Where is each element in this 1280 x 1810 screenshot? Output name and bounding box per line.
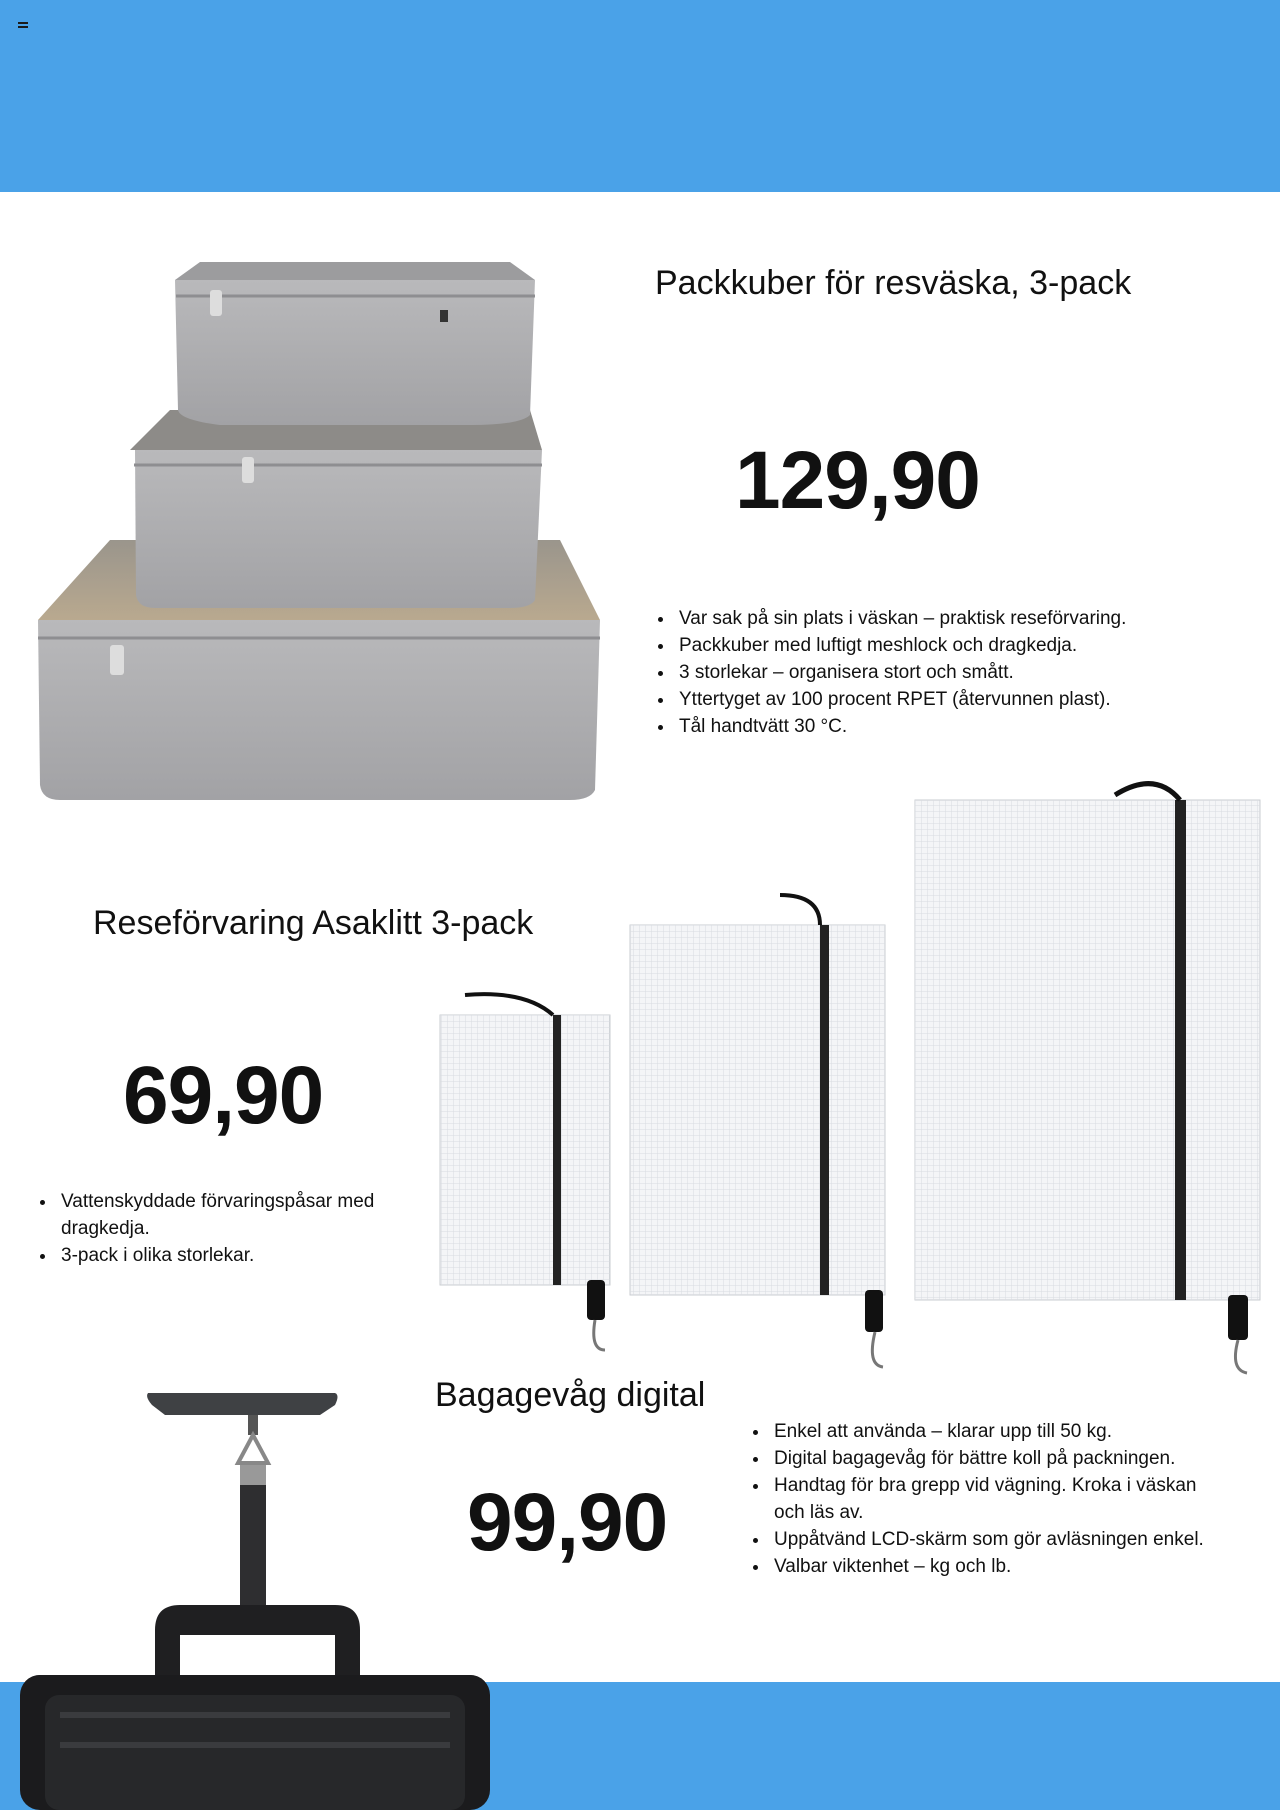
feature-item: • 3 storlekar – organisera stort och smått.	[675, 659, 1235, 686]
product-title: Reseförvaring Asaklitt 3-pack	[93, 904, 534, 942]
feature-list	[653, 605, 1235, 740]
menu-icon[interactable]	[18, 22, 28, 28]
feature-item: • Handtag för bra grepp vid vägning. Kroka i väskan och läs av.	[770, 1472, 1210, 1526]
feature-list	[35, 1188, 447, 1269]
product-price: 99,90	[467, 1477, 668, 1568]
feature-item: • Packkuber med luftigt meshlock och dragkedja.	[675, 632, 1235, 659]
feature-item: • Tål handtvätt 30 °C.	[675, 713, 1235, 740]
feature-item: • Valbar viktenhet – kg och lb.	[770, 1553, 1210, 1580]
feature-item: • Enkel att använda – klarar upp till 50 kg.	[770, 1418, 1210, 1445]
product-price: 69,90	[123, 1050, 324, 1141]
product-title: Bagagevåg digital	[435, 1376, 706, 1414]
header-band	[0, 0, 1280, 192]
product-price: 129,90	[735, 435, 980, 526]
mesh-bags-image	[435, 775, 1265, 1380]
feature-item: • 3-pack i olika storlekar.	[57, 1242, 447, 1269]
feature-item: • Digital bagagevåg för bättre koll på packningen.	[770, 1445, 1210, 1472]
feature-item: • Yttertyget av 100 procent RPET (återvunnen plast).	[675, 686, 1235, 713]
feature-item: • Var sak på sin plats i väskan – praktisk reseförvaring.	[675, 605, 1235, 632]
suitcase-image	[20, 1675, 490, 1810]
feature-item: • Vattenskyddade förvaringspåsar med dragkedja.	[57, 1188, 447, 1242]
packing-cubes-image	[30, 250, 605, 805]
feature-item: • Uppåtvänd LCD-skärm som gör avläsningen enkel.	[770, 1526, 1210, 1553]
product-title: Packkuber för resväska, 3-pack	[655, 264, 1132, 302]
feature-list	[748, 1418, 1210, 1580]
